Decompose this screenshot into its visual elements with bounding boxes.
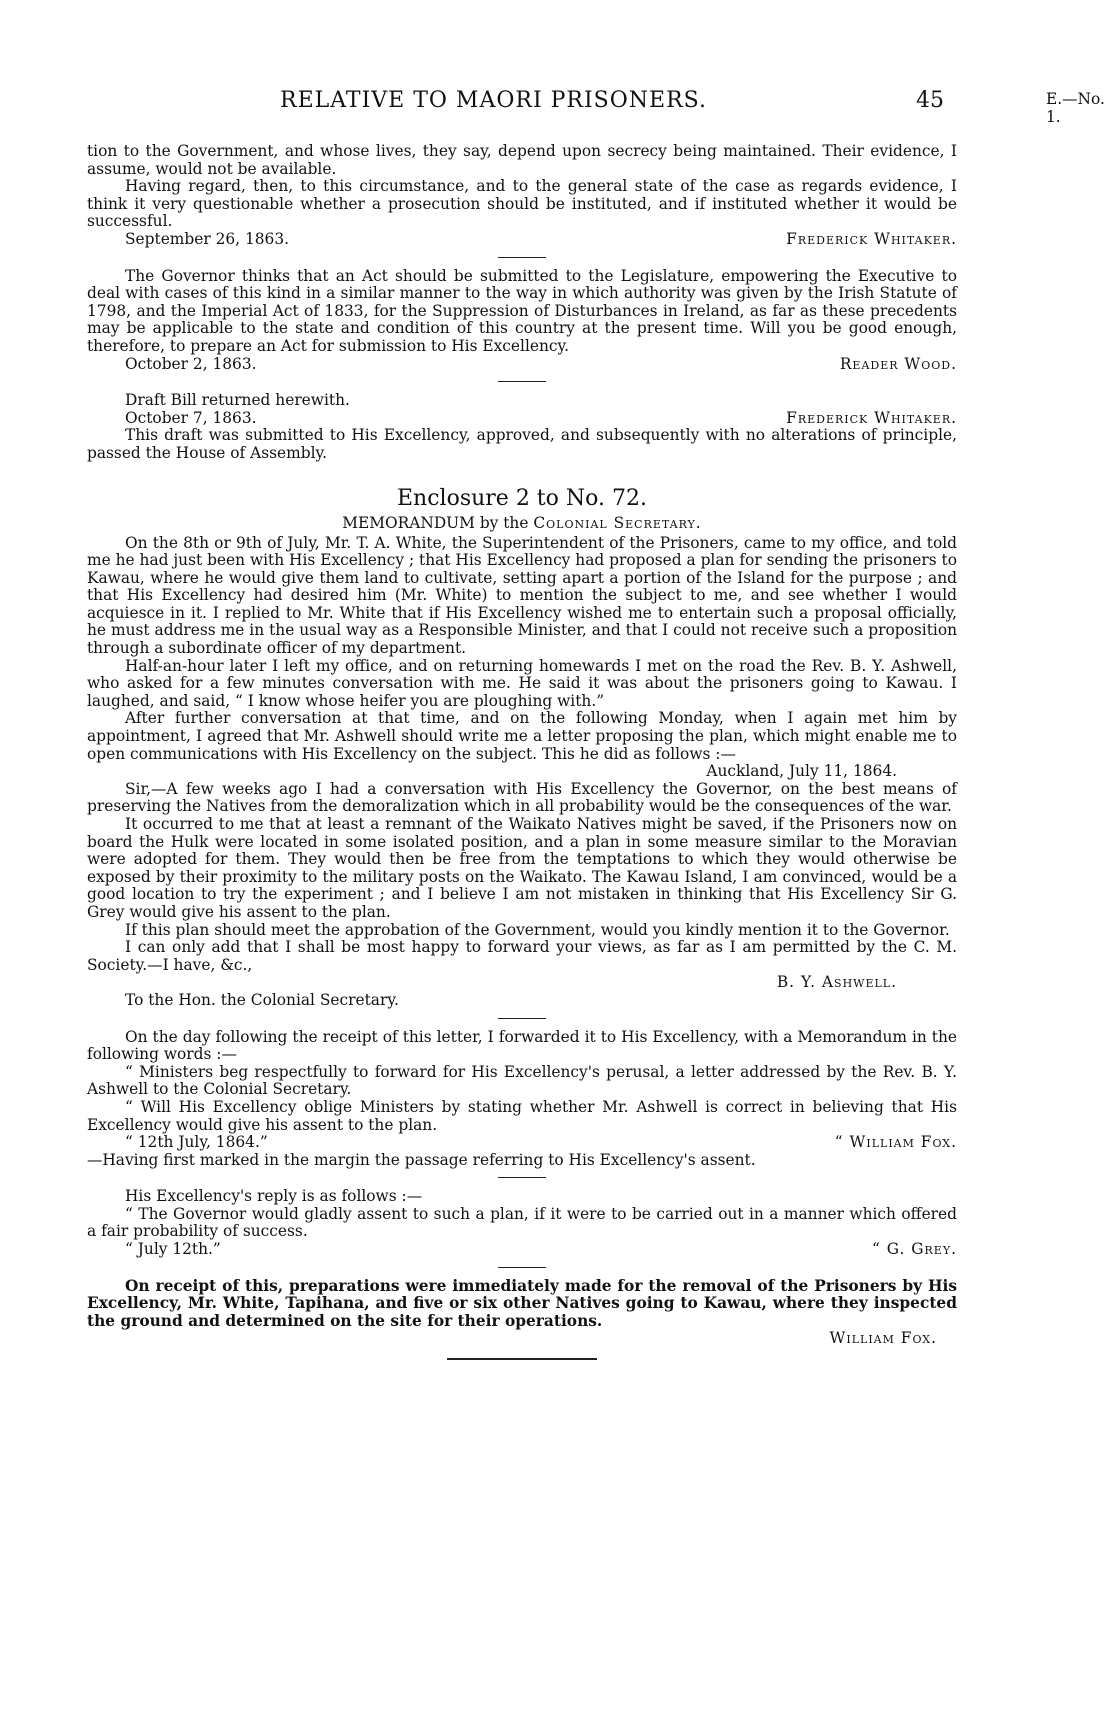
- divider: [498, 1267, 546, 1268]
- date: “ July 12th.”: [125, 1240, 221, 1259]
- divider: [498, 381, 546, 382]
- signature: “ G. Grey.: [871, 1240, 957, 1259]
- paragraph: “ Ministers beg respectfully to forward for His Excellency's perusal, a letter addressed by the Rev. B. Y. Ashwell to the Colonial Secretary.: [87, 1062, 957, 1099]
- dateline: [87, 231, 957, 249]
- dateline: [87, 1241, 957, 1259]
- paragraph: Draft Bill returned herewith.: [125, 391, 350, 410]
- date: “ 12th July, 1864.”: [125, 1133, 268, 1152]
- paragraph: This draft was submitted to His Excellency, approved, and subsequently with no alterations of principle, passed the House of Assembly.: [87, 426, 957, 462]
- dateline: [87, 410, 957, 428]
- dateline: [87, 356, 957, 374]
- signature: “ William Fox.: [834, 1133, 957, 1152]
- paragraph: On the 8th or 9th of July, Mr. T. A. White, the Superintendent of the Prisoners, came to my office, and told me he had just been with His Excellency ; that His Excellency had proposed a plan for sending the prisoners to Kawau, where he would give them land to cultivate, setting apart a portion of the Island for the purpose ; and that His Excellency had desired him (Mr. White) to mention the subject to me, and see whether I would acquiesce in it. I replied to Mr. White that if His Excellency wished me to entertain such a proposal officially, he must address me in the usual way as a Responsible Minister, and that I could not receive such a proposition through a subordinate officer of my department.: [87, 533, 957, 658]
- letter-date: Auckland, July 11, 1864.: [706, 762, 897, 781]
- dateline: [87, 1134, 957, 1152]
- paragraph: The Governor thinks that an Act should be submitted to the Legislature, empowering the Executive to deal with cases of this kind in a similar manner to the way in which authority was given by the Irish Statute of 1798, and the Imperial Act of 1833, for the Suppression of Disturbances in Ireland, as far as these precedents may be applicable to the state and condition of this country at the present time. Will you be good enough, therefore, to prepare an Act for submission to His Excellency.: [87, 266, 957, 355]
- memo-author: Colonial Secretary.: [533, 513, 702, 532]
- paragraph: —Having first marked in the margin the passage referring to His Excellency's assent.: [87, 1150, 756, 1169]
- document-reference: E.—No. 1.: [1046, 90, 1105, 126]
- closing-divider: [447, 1358, 597, 1360]
- signature: Frederick Whitaker.: [786, 408, 957, 427]
- divider: [498, 1018, 546, 1019]
- text-column: [87, 143, 957, 1370]
- divider: [498, 257, 546, 258]
- addressee: To the Hon. the Colonial Secretary.: [125, 990, 399, 1009]
- running-header: [0, 88, 1114, 126]
- paragraph: Half-an-hour later I left my office, and on returning homewards I met on the road the Rev. B. Y. Ashwell, who asked for a few minutes conversation with me. He said it was about the prisoners going to Kawau. I laughed, and said, “ I know whose heifer you are ploughing with.”: [87, 656, 957, 710]
- paragraph: Having regard, then, to this circumstance, and to the general state of the case as regards evidence, I think it very questionable whether a prosecution should be instituted, and if instituted whether it would be successful.: [87, 177, 957, 231]
- page-number: 45: [916, 88, 944, 113]
- signature: B. Y. Ashwell.: [776, 973, 897, 992]
- paragraph: “ The Governor would gladly assent to such a plan, if it were to be carried out in a manner which offered a fair probability of success.: [87, 1204, 957, 1241]
- paragraph: I can only add that I shall be most happy to forward your views, as far as I am permitted by the C. M. Society.—I have, &c.,: [87, 938, 957, 974]
- paragraph: On receipt of this, preparations were immediately made for the removal of the Prisoners by His Excellency, Mr. White, Tapihana, and five or six other Natives going to Kawau, where they inspected the ground and determined on the site for their operations.: [87, 1276, 957, 1330]
- paragraph: After further conversation at that time, and on the following Monday, when I again met him by appointment, I agreed that Mr. Ashwell should write me a letter proposing the plan, which might enable me to open communications with His Excellency on the subject. This he did as follows :—: [87, 709, 957, 763]
- memo-by: by the: [479, 513, 529, 532]
- paragraph: His Excellency's reply is as follows :—: [125, 1187, 423, 1206]
- paragraph: tion to the Government, and whose lives, they say, depend upon secrecy being maintained. Their evidence, I assume, would not be available.: [87, 142, 957, 178]
- enclosure-heading: Enclosure 2 to No. 72.: [397, 485, 647, 511]
- paragraph: It occurred to me that at least a remnant of the Waikato Natives might be saved, if the Prisoners now on board the Hulk were located in some isolated position, and a plan in some measure similar to the Moravian were adopted for them. They would then be free from the temptations to which they would otherwise be exposed by their proximity to the military posts on the Waikato. The Kawau Island, I am convinced, would be a good location to try the experiment ; and I believe I am not mistaken in thinking that His Excellency Sir G. Grey would give his assent to the plan.: [87, 815, 957, 921]
- memorandum-heading: [87, 513, 957, 533]
- date: October 7, 1863.: [125, 408, 257, 427]
- page-title: RELATIVE TO MAORI PRISONERS.: [280, 88, 707, 113]
- signature: Reader Wood.: [839, 354, 957, 373]
- paragraph: On the day following the receipt of this letter, I forwarded it to His Excellency, with a Memorandum in the following words :—: [87, 1027, 957, 1064]
- date: October 2, 1863.: [125, 354, 257, 373]
- signature: William Fox.: [829, 1329, 937, 1348]
- divider: [498, 1177, 546, 1178]
- memo-title: MEMORANDUM: [342, 513, 475, 532]
- paragraph: If this plan should meet the approbation of the Government, would you kindly mention it to the Governor.: [125, 920, 950, 939]
- date: September 26, 1863.: [125, 229, 290, 248]
- signature: Frederick Whitaker.: [786, 229, 957, 248]
- paragraph: Sir,—A few weeks ago I had a conversation with His Excellency the Governor, on the best means of preserving the Natives from the demoralization which in all probability would be the consequences of the war.: [87, 779, 957, 816]
- paragraph: “ Will His Excellency oblige Ministers by stating whether Mr. Ashwell is correct in believing that His Excellency would give his assent to the plan.: [87, 1097, 957, 1134]
